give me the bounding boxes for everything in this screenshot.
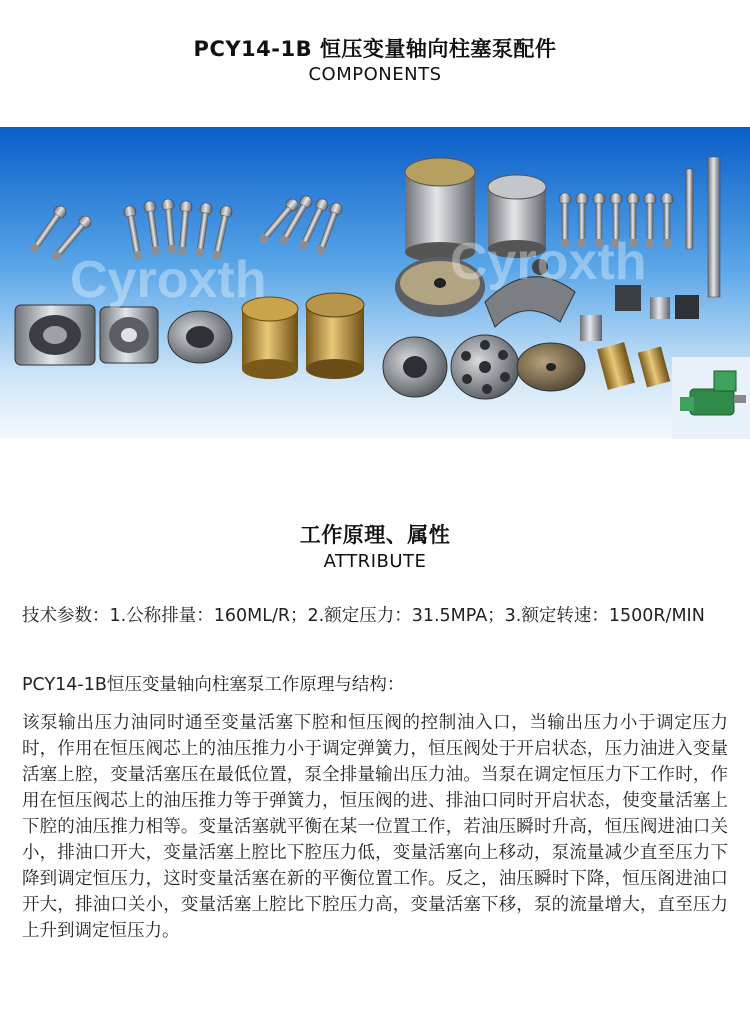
section-title: 工作原理、属性 (299, 523, 451, 547)
structure-heading: PCY14-1B恒压变量轴向柱塞泵工作原理与结构： (22, 675, 405, 695)
components-photo (0, 127, 750, 439)
watermark-right: Cyroxth (450, 233, 647, 291)
section-subtitle: ATTRIBUTE (323, 551, 427, 572)
description-text: 该泵输出压力油同时通至变量活塞下腔和恒压阀的控制油入口，当输出压力小于调定压力时，作用在恒压阀芯上的油压推力小于调定弹簧力，恒压阀处于开启状态，压力油进入变量活塞上腔，变量活塞压在最低位置，泵全排量输出压力油。当泵在调定恒压力下工作时，作用在恒压阀芯上的油压推力等于弹簧力，恒压阀的进、排油口同时开启状态，使变量活塞上下腔的油压推力相等。变量活塞就平衡在某一位置工作，若油压瞬时升高，恒压阀进油口关小，排油口开大，变量活塞上腔比下腔压力低，变量活塞向上移动，泵流量减少直至压力下降到调定恒压力，这时变量活塞在新的平衡位置工作。反之，油压瞬时下降，恒压阁进油口开大，排油口关小，变量活塞上腔比下腔压力高，变量活塞下移，泵的流量增大，直至压力上升到调定恒压力。 (22, 713, 728, 941)
page-subtitle: COMPONENTS (308, 64, 442, 85)
tech-params: 技术参数：1.公称排量：160ML/R；2.额定压力：31.5MPA；3.额定转速：1500R/MIN (22, 606, 705, 626)
page-title: PCY14-1B 恒压变量轴向柱塞泵配件 (193, 37, 557, 61)
watermark-left: Cyroxth (70, 251, 267, 309)
